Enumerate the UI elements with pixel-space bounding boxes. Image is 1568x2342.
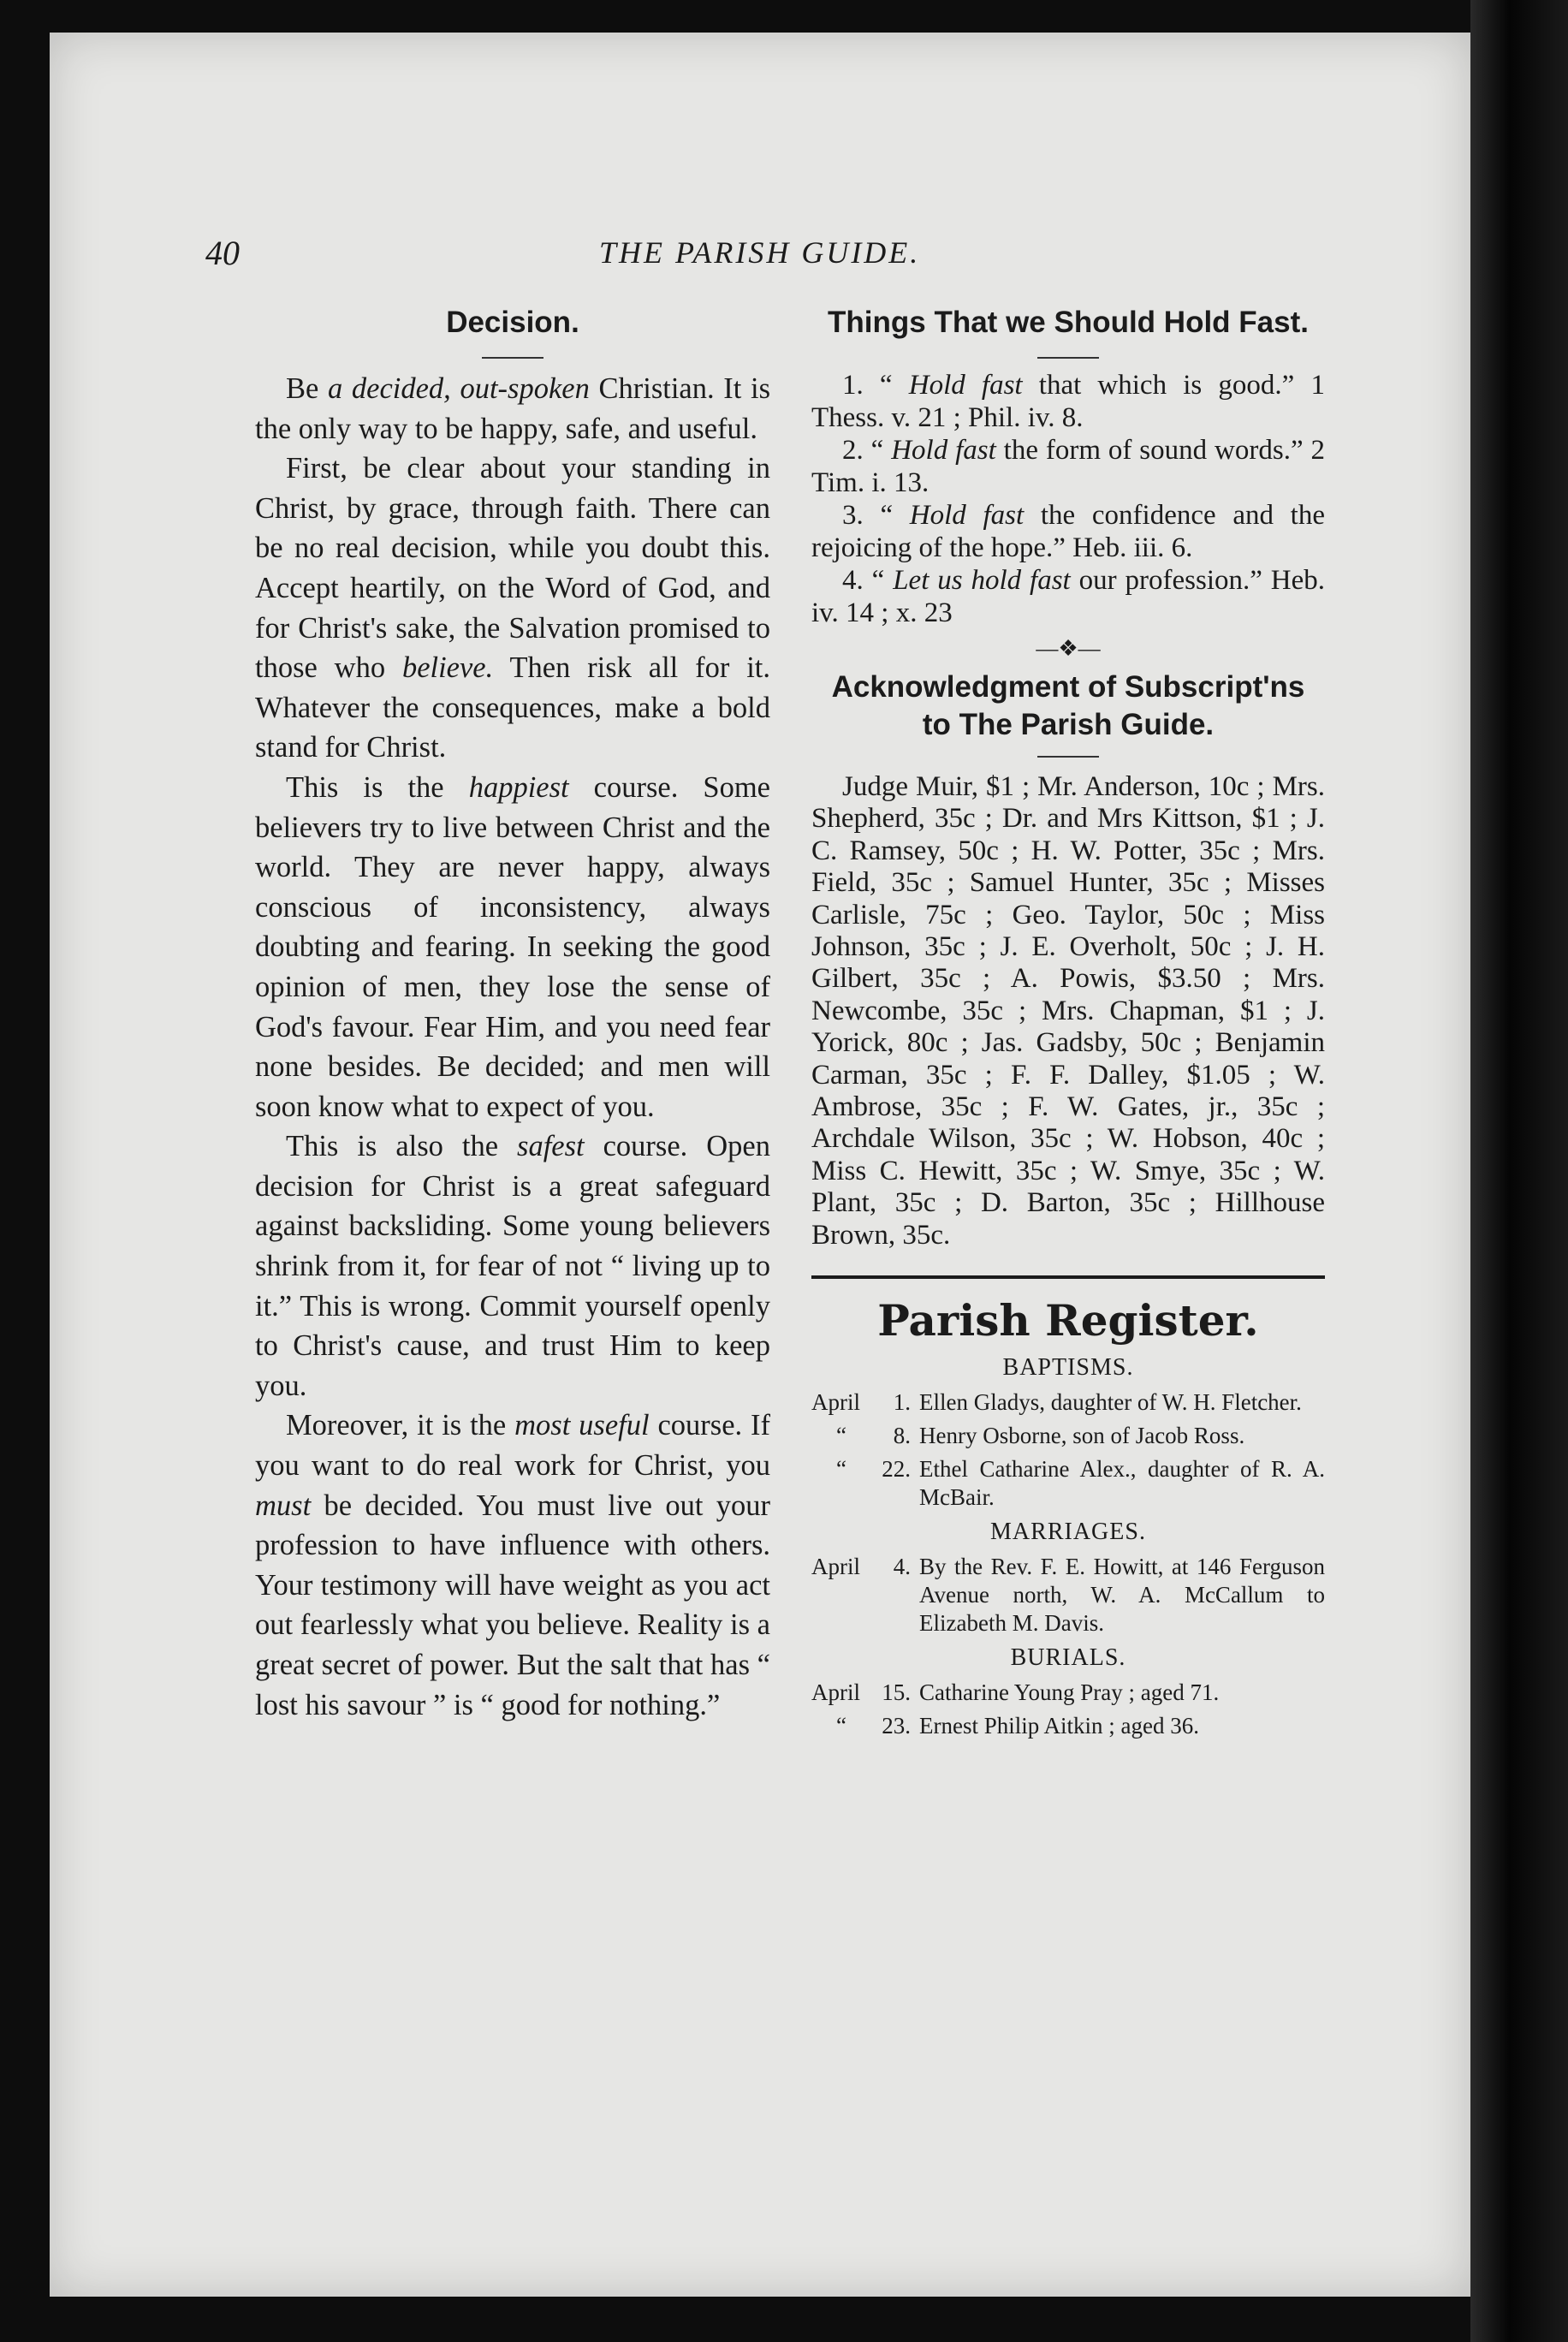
entry-text: Ernest Philip Aitkin ; aged 36. <box>919 1713 1199 1739</box>
acknowledgment-heading-line1: Acknowledgment of Subscript'ns <box>831 670 1305 704</box>
register-title: Parish Register. <box>877 1295 1259 1346</box>
heading-rule <box>1037 357 1099 359</box>
ornament-divider: —❖— <box>1036 636 1101 661</box>
register-entry <box>811 1679 1325 1707</box>
running-title: THE PARISH GUIDE. <box>599 235 921 270</box>
entry-day: 4. <box>893 1554 911 1580</box>
text-run: 2. “ <box>842 435 892 466</box>
text-run: that which is good.” 1 Thess. v. 21 ; Phil. iv. 8. <box>811 370 1325 433</box>
register-entry <box>811 1422 1325 1450</box>
decision-paragraph <box>255 768 770 1126</box>
right-column <box>811 304 1325 1745</box>
italic-run: happiest <box>468 770 569 804</box>
decision-paragraph <box>255 449 770 768</box>
book-edge <box>1470 0 1568 2342</box>
acknowledgment-heading-line2: to The Parish Guide. <box>922 708 1215 741</box>
italic-run: most useful <box>514 1409 650 1442</box>
text-run: First, be clear about your standing in Christ, by grace, through faith. There can be no real decision, while you doubt this. Accept heartily, on the Word of God, and for Christ's sake, the Salvation promised to those who <box>255 452 770 685</box>
italic-run: Hold fast <box>909 500 1025 531</box>
italic-run: believe. <box>401 651 494 685</box>
entry-text: Catharine Young Pray ; aged 71. <box>919 1679 1220 1706</box>
entry-month: “ <box>836 1456 846 1483</box>
entry-month: “ <box>836 1423 846 1449</box>
text-run: the form of sound words.” 2 Tim. i. 13. <box>811 435 1325 498</box>
heading-rule <box>1037 756 1099 758</box>
text-run: This is also the <box>286 1130 518 1163</box>
text-run: Then risk all for it. Whatever the consequences, make a bold stand for Christ. <box>255 651 770 764</box>
decision-paragraph <box>255 1406 770 1725</box>
italic-run: Hold fast <box>891 435 996 466</box>
entry-text: By the Rev. F. E. Howitt, at 146 Ferguson Avenue north, W. A. McCallum to Elizabeth M. Davis. <box>919 1554 1325 1637</box>
hold-fast-list <box>811 369 1325 629</box>
decision-paragraph <box>255 369 770 449</box>
entry-day: 23. <box>882 1713 911 1739</box>
entry-day: 22. <box>882 1456 911 1483</box>
page-header <box>205 233 1387 276</box>
acknowledgment-text: Judge Muir, $1 ; Mr. Anderson, 10c ; Mrs. Shepherd, 35c ; Dr. and Mrs Kittson, $1 ; J. C. Ramsey, 50c ; H. W. Potter, 35c ; Mrs. Field, 35c ; Samuel Hunter, 35c ; Misses Carlisle, 75c ; Geo. Taylor, 50c ; Miss Johnson, 35c ; J. E. Overholt, 50c ; J. H. Gilbert, 35c ; A. Powis, $3.50 ; Mrs. Newcombe, 35c ; Mrs. Chapman, $1 ; J. Yorick, 80c ; Jas. Gadsby, 50c ; Benjamin Carman, 35c ; F. F. Dalley, $1.05 ; W. Ambrose, 35c ; F. W. Gates, jr., 35c ; Archdale Wilson, 35c ; W. Hobson, 40c ; Miss C. Hewitt, 35c ; W. Smye, 35c ; W. Plant, 35c ; D. Barton, 35c ; Hillhouse Brown, 35c. <box>811 771 1325 1251</box>
entry-text: Henry Osborne, son of Jacob Ross. <box>919 1423 1245 1449</box>
entry-month: April <box>811 1554 860 1580</box>
hold-fast-heading: Things That we Should Hold Fast. <box>828 306 1309 339</box>
hold-fast-item <box>811 564 1325 629</box>
italic-run: Let us hold fast <box>893 565 1071 596</box>
hold-fast-item <box>811 369 1325 434</box>
register-entry <box>811 1455 1325 1512</box>
text-run: 3. “ <box>842 500 910 531</box>
register-section-title: BURIALS. <box>1010 1644 1126 1672</box>
decision-body <box>255 369 770 1725</box>
register-section-title: MARRIAGES. <box>990 1519 1146 1546</box>
register-sections <box>811 1352 1325 1740</box>
italic-run: safest <box>517 1130 585 1163</box>
text-run: the confidence and the rejoicing of the hope.” Heb. iii. 6. <box>811 500 1325 563</box>
left-column <box>255 304 770 1725</box>
entry-day: 1. <box>893 1389 911 1416</box>
text-run: This is the <box>286 770 469 804</box>
decision-paragraph <box>255 1126 770 1406</box>
register-section-title: BAPTISMS. <box>1002 1354 1134 1382</box>
entry-month: April <box>811 1679 860 1706</box>
decision-heading: Decision. <box>446 306 579 339</box>
text-run: course. Some believers try to live between Christ and the world. They are never happy, always conscious of inconsistency, always doubting and fearing. In seeking the good opinion of men, they lose the sense of God's favour. Fear Him, and you need fear none besides. Be decided; and men will soon know what to expect of you. <box>255 770 770 1123</box>
register-entry <box>811 1712 1325 1740</box>
hold-fast-item <box>811 499 1325 564</box>
italic-run: must <box>255 1489 312 1522</box>
text-run: course. Open decision for Christ is a great safeguard against backsliding. Some young believers shrink from it, for fear of not “ living up to it.” This is wrong. Commit yourself openly to Christ's cause, and trust Him to keep you. <box>255 1130 770 1402</box>
hold-fast-item <box>811 434 1325 499</box>
text-run: be decided. You must live out your profession to have influence with others. Your testimony will have weight as you act out fearlessly what you believe. Reality is a great secret of power. But the salt that has “ lost his savour ” is “ good for nothing.” <box>255 1489 770 1721</box>
register-entry <box>811 1388 1325 1417</box>
text-run: course. If you want to do real work for Christ, you <box>255 1409 770 1483</box>
text-run: 4. “ <box>842 565 894 596</box>
text-run: Be <box>286 372 328 405</box>
text-run: our profession.” Heb. iv. 14 ; x. 23 <box>811 565 1326 628</box>
page-number: 40 <box>205 234 240 272</box>
italic-run: a decided, out-spoken <box>327 372 590 405</box>
italic-run: Hold fast <box>908 370 1023 401</box>
entry-day: 8. <box>893 1423 911 1449</box>
entry-text: Ethel Catharine Alex., daughter of R. A. McBair. <box>919 1456 1325 1511</box>
entry-month: April <box>811 1389 860 1416</box>
entry-month: “ <box>836 1713 846 1739</box>
text-run: 1. “ <box>842 370 909 401</box>
entry-text: Ellen Gladys, daughter of W. H. Fletcher. <box>919 1389 1302 1416</box>
text-run: Moreover, it is the <box>286 1409 515 1442</box>
text-run: Christian. It is the only way to be happy, safe, and useful. <box>255 372 770 445</box>
register-entry <box>811 1553 1325 1638</box>
heading-rule <box>482 357 543 359</box>
section-rule <box>811 1275 1325 1279</box>
entry-day: 15. <box>882 1679 911 1706</box>
